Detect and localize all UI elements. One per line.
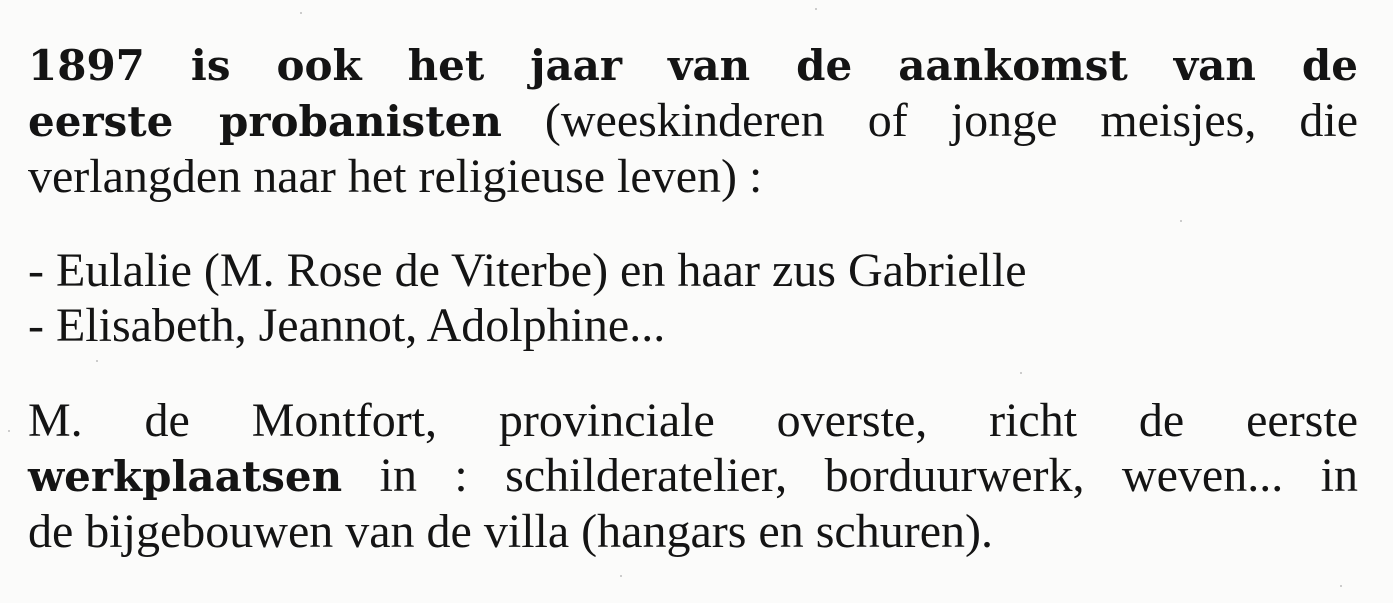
scan-speckle [815,8,817,10]
scan-speckle [1340,585,1342,587]
paragraph-arrival [28,38,1358,204]
paragraph-arrival-line-2 [28,93,1358,149]
paragraph-arrival-line-3: verlangden naar het religieuse leven) : [28,150,763,203]
paragraph-arrival-line-1: 1897 is ook het jaar van de aankomst van de [28,41,1358,90]
scan-speckle [96,360,98,362]
workshops-list: in : schilderatelier, borduurwerk, weven... in [342,449,1358,502]
paragraph-workshops-line-2 [28,448,1358,504]
list-item: - Elisabeth, Jeannot, Adolphine... [28,299,666,352]
scan-speckle [620,575,622,577]
probanisten-term: eerste probanisten [28,97,502,146]
scan-speckle [1180,220,1182,222]
paragraph-workshops-line-1: M. de Montfort, provinciale overste, richt de eerste [28,394,1358,447]
paragraph-workshops [28,393,1358,559]
scan-speckle [1020,372,1022,374]
probanisten-list [28,243,1358,353]
paragraph-workshops-line-3: de bijgebouwen van de villa (hangars en schuren). [28,505,993,558]
probanisten-explanation: (weeskinderen of jonge meisjes, die [501,94,1358,147]
werkplaatsen-term: werkplaatsen [28,452,343,501]
scan-speckle [300,12,302,14]
list-item: - Eulalie (M. Rose de Viterbe) en haar zus Gabrielle [28,244,1027,297]
scan-speckle [8,430,10,432]
